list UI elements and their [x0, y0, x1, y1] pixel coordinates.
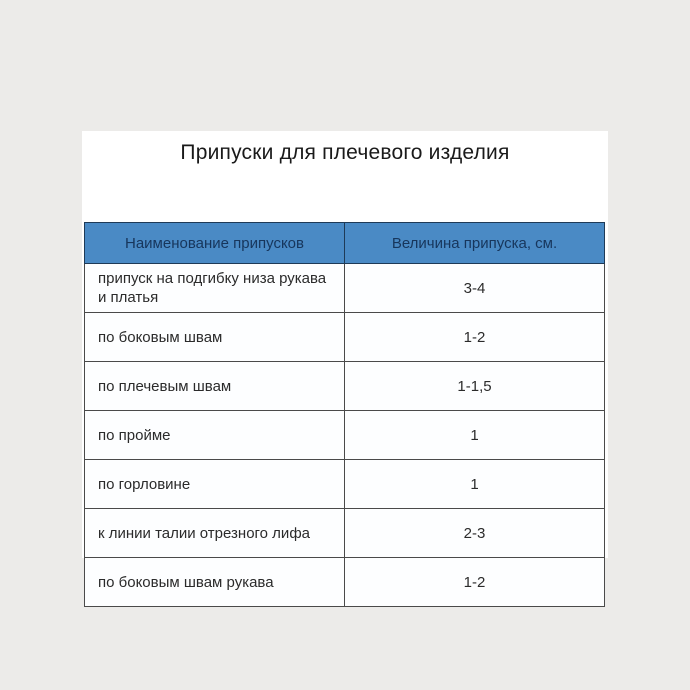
table-row — [85, 558, 605, 607]
content-card — [82, 131, 608, 591]
table-row — [85, 460, 605, 509]
row-value-cell: 1 — [345, 460, 605, 509]
table-header-row — [85, 223, 605, 264]
table-row — [85, 411, 605, 460]
row-value-cell: 1-2 — [345, 313, 605, 362]
header-name-cell: Наименование припусков — [85, 223, 345, 264]
row-name-cell: по пройме — [85, 411, 345, 460]
row-name-cell: по боковым швам рукава — [85, 558, 345, 607]
row-name-cell: припуск на подгибку низа рукава и платья — [85, 264, 345, 313]
row-value-cell: 1-1,5 — [345, 362, 605, 411]
table-row — [85, 509, 605, 558]
row-name-cell: по горловине — [85, 460, 345, 509]
row-value-cell: 1-2 — [345, 558, 605, 607]
table-row — [85, 313, 605, 362]
row-name-cell: к линии талии отрезного лифа — [85, 509, 345, 558]
row-name-cell: по плечевым швам — [85, 362, 345, 411]
table-row — [85, 362, 605, 411]
table-row — [85, 264, 605, 313]
allowances-table — [84, 222, 605, 607]
row-value-cell: 1 — [345, 411, 605, 460]
header-value-cell: Величина припуска, см. — [345, 223, 605, 264]
row-value-cell: 2-3 — [345, 509, 605, 558]
page-title: Припуски для плечевого изделия — [180, 141, 510, 164]
row-name-cell: по боковым швам — [85, 313, 345, 362]
row-value-cell: 3-4 — [345, 264, 605, 313]
